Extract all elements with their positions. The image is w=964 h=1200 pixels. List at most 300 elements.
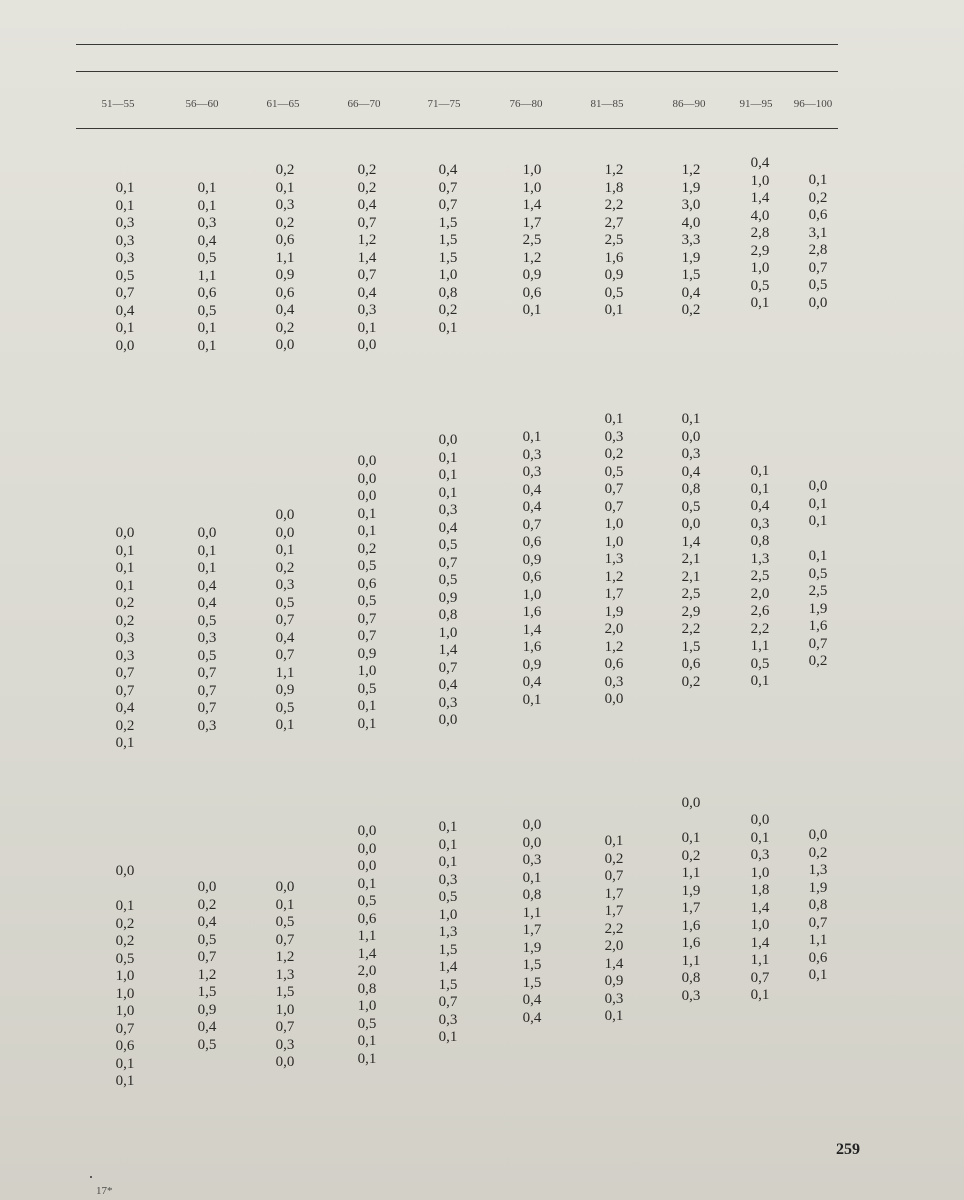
table-cell: 0,1 — [808, 513, 828, 529]
value-column — [197, 879, 227, 1054]
table-cell: 1,0 — [438, 624, 458, 641]
table-cell: 1,5 — [197, 984, 217, 1000]
table-cell: 0,7 — [750, 969, 770, 986]
table-cell: 0,4 — [357, 197, 377, 213]
table-cell: 0,6 — [357, 575, 377, 592]
table-cell: 0,3 — [357, 302, 377, 318]
table-cell: 0,5 — [750, 655, 770, 672]
value-column — [522, 429, 552, 709]
table-cell: 0,3 — [604, 673, 624, 690]
table-cell: 0,5 — [357, 1015, 377, 1032]
table-cell: 0,5 — [604, 284, 624, 301]
table-cell: 0,4 — [115, 302, 135, 319]
table-cell: 0,1 — [275, 896, 295, 913]
table-cell: 0,7 — [115, 285, 135, 301]
table-cell: 2,5 — [604, 232, 624, 248]
table-cell: 0,1 — [115, 197, 135, 214]
table-cell: 1,0 — [438, 906, 458, 923]
table-cell — [671, 813, 711, 831]
signature-mark: 17* — [96, 1185, 113, 1197]
table-cell: 2,5 — [808, 583, 828, 599]
value-column — [750, 463, 780, 691]
table-cell: 0,4 — [197, 1019, 217, 1035]
table-cell: 1,5 — [522, 957, 542, 973]
table-cell: 0,9 — [522, 267, 542, 283]
table-cell: 0,1 — [808, 495, 828, 512]
table-cell: 1,4 — [357, 945, 377, 962]
table-cell: 0,3 — [522, 852, 542, 868]
table-cell: 0,1 — [681, 830, 701, 846]
table-cell: 0,2 — [357, 179, 377, 196]
table-cell: 0,1 — [808, 548, 828, 564]
table-cell: 1,7 — [681, 900, 701, 916]
table-cell: 0,6 — [197, 285, 217, 301]
value-column — [275, 507, 305, 735]
value-column — [808, 478, 838, 671]
table-cell: 0,3 — [115, 215, 135, 231]
table-cell: 0,1 — [750, 463, 770, 479]
value-column — [438, 432, 468, 730]
table-cell: 0,7 — [357, 610, 377, 627]
value-column — [357, 823, 387, 1068]
table-cell: 0,2 — [808, 844, 828, 861]
table-cell: 0,4 — [522, 992, 542, 1008]
table-cell: 0,1 — [438, 319, 458, 336]
table-cell: 0,5 — [197, 250, 217, 266]
table-cell: 0,7 — [438, 994, 458, 1010]
table-cell: 0,7 — [357, 628, 377, 644]
table-cell: 0,6 — [275, 232, 295, 248]
table-cell: 0,4 — [522, 499, 542, 515]
print-dot — [90, 1176, 92, 1178]
table-cell: 0,3 — [275, 577, 295, 593]
table-cell: 0,8 — [681, 970, 701, 986]
table-cell: 1,2 — [275, 949, 295, 965]
table-cell: 0,3 — [197, 630, 217, 646]
table-cell: 0,5 — [275, 699, 295, 716]
table-cell: 0,1 — [522, 869, 542, 886]
table-cell: 0,3 — [438, 694, 458, 711]
table-cell: 0,7 — [604, 481, 624, 497]
table-cell: 0,1 — [357, 505, 377, 522]
table-cell: 1,9 — [681, 249, 701, 266]
table-cell: 1,0 — [604, 516, 624, 532]
table-cell: 2,0 — [750, 585, 770, 602]
table-cell: 0,5 — [357, 593, 377, 609]
table-cell: 0,2 — [115, 595, 135, 611]
table-cell: 1,9 — [808, 600, 828, 617]
table-cell: 0,0 — [197, 879, 217, 895]
header-top-rule — [76, 71, 838, 72]
table-cell: 0,5 — [197, 302, 217, 319]
table-cell: 0,7 — [808, 914, 828, 931]
table-cell: 0,1 — [604, 1008, 624, 1024]
table-cell: 0,0 — [275, 879, 295, 895]
table-cell: 1,8 — [750, 882, 770, 898]
table-cell: 0,1 — [357, 1033, 377, 1049]
table-cell: 0,1 — [750, 673, 770, 689]
table-cell: 1,0 — [604, 533, 624, 550]
table-cell: 0,4 — [522, 481, 542, 498]
table-cell: 0,1 — [438, 467, 458, 483]
table-cell: 2,2 — [750, 620, 770, 637]
table-cell — [105, 881, 145, 899]
table-cell: 1,3 — [750, 550, 770, 567]
table-cell: 0,5 — [808, 565, 828, 582]
table-cell: 0,7 — [115, 682, 135, 699]
table-cell: 1,0 — [357, 998, 377, 1014]
table-cell: 1,5 — [522, 974, 542, 991]
table-cell: 0,7 — [522, 516, 542, 533]
table-cell: 0,1 — [604, 833, 624, 849]
table-cell: 4,0 — [681, 214, 701, 231]
table-cell: 0,2 — [438, 302, 458, 318]
table-cell: 1,3 — [438, 924, 458, 940]
table-cell: 1,6 — [522, 604, 542, 620]
table-cell: 0,0 — [197, 525, 217, 541]
value-column — [808, 172, 838, 312]
table-cell: 0,1 — [197, 180, 217, 196]
table-cell: 0,0 — [681, 795, 701, 811]
table-cell: 0,5 — [357, 893, 377, 909]
table-cell: 0,7 — [438, 179, 458, 196]
table-cell: 0,7 — [438, 659, 458, 676]
table-cell: 0,4 — [357, 284, 377, 301]
table-cell: 0,0 — [681, 428, 701, 445]
table-cell: 0,3 — [681, 446, 701, 462]
table-cell: 1,1 — [681, 865, 701, 881]
value-column — [522, 162, 552, 320]
table-cell: 2,1 — [681, 551, 701, 567]
table-cell: 1,9 — [681, 179, 701, 196]
table-cell: 0,5 — [438, 537, 458, 553]
table-cell: 0,3 — [604, 990, 624, 1007]
table-cell: 1,3 — [275, 966, 295, 983]
table-cell: 0,1 — [681, 411, 701, 427]
table-cell: 2,5 — [681, 586, 701, 602]
table-cell: 1,1 — [522, 904, 542, 921]
table-cell: 0,1 — [357, 698, 377, 714]
table-cell: 0,5 — [750, 277, 770, 294]
table-cell: 0,7 — [438, 197, 458, 213]
table-cell: 0,0 — [115, 337, 135, 354]
table-cell: 0,5 — [357, 558, 377, 574]
table-cell: 1,0 — [275, 1001, 295, 1018]
table-cell: 1,2 — [604, 568, 624, 585]
value-column — [197, 180, 227, 355]
header-bottom-rule — [76, 128, 838, 129]
table-cell: 0,0 — [808, 294, 828, 311]
table-cell: 0,8 — [438, 607, 458, 623]
table-cell: 0,1 — [197, 542, 217, 559]
table-cell: 1,4 — [750, 899, 770, 916]
column-header: 86—90 — [672, 98, 706, 110]
table-cell: 0,4 — [750, 155, 770, 171]
table-cell: 0,3 — [522, 464, 542, 480]
value-column — [604, 411, 634, 709]
table-cell: 0,4 — [197, 577, 217, 594]
table-cell: 0,5 — [115, 267, 135, 284]
table-cell: 0,0 — [750, 812, 770, 828]
table-cell — [798, 531, 838, 549]
table-cell: 0,0 — [357, 337, 377, 353]
table-cell: 1,4 — [750, 190, 770, 206]
table-cell: 0,9 — [522, 551, 542, 568]
table-cell: 1,4 — [438, 959, 458, 975]
table-cell: 1,7 — [604, 586, 624, 602]
table-cell: 0,1 — [750, 480, 770, 497]
table-cell: 0,1 — [604, 302, 624, 318]
table-cell: 0,1 — [522, 429, 542, 445]
table-cell: 0,9 — [604, 267, 624, 283]
table-cell: 0,7 — [275, 931, 295, 948]
column-header: 61—65 — [266, 98, 300, 110]
table-cell: 0,3 — [115, 630, 135, 646]
table-cell: 0,5 — [604, 463, 624, 480]
table-cell: 0,5 — [197, 1036, 217, 1053]
table-cell: 0,5 — [115, 950, 135, 967]
table-cell: 0,1 — [275, 179, 295, 196]
table-cell: 1,0 — [115, 1003, 135, 1019]
table-cell: 0,8 — [522, 887, 542, 903]
table-cell: 0,1 — [115, 560, 135, 576]
table-cell: 0,6 — [275, 284, 295, 301]
table-cell: 2,0 — [357, 963, 377, 979]
table-cell: 0,3 — [604, 428, 624, 445]
table-cell: 1,0 — [522, 179, 542, 196]
table-cell: 0,1 — [115, 735, 135, 751]
table-cell: 0,0 — [115, 863, 135, 879]
table-cell: 0,1 — [115, 1055, 135, 1072]
table-cell: 0,7 — [357, 267, 377, 283]
table-cell: 0,7 — [197, 700, 217, 716]
table-cell: 1,7 — [604, 903, 624, 919]
table-cell: 1,9 — [808, 879, 828, 896]
table-cell: 2,2 — [604, 197, 624, 213]
table-cell: 0,2 — [808, 653, 828, 669]
table-cell: 1,6 — [681, 935, 701, 951]
table-cell: 2,6 — [750, 603, 770, 619]
table-cell: 0,1 — [357, 319, 377, 336]
table-cell: 0,5 — [357, 680, 377, 697]
column-header: 91—95 — [739, 98, 773, 110]
column-header: 71—75 — [427, 98, 461, 110]
table-cell: 0,4 — [275, 629, 295, 646]
table-cell: 0,1 — [275, 542, 295, 558]
table-cell: 0,3 — [197, 215, 217, 231]
table-cell: 0,7 — [275, 647, 295, 663]
table-cell: 1,5 — [438, 976, 458, 993]
table-cell: 2,2 — [604, 920, 624, 937]
table-cell: 0,4 — [438, 519, 458, 536]
table-cell: 0,4 — [275, 302, 295, 318]
table-cell: 0,2 — [115, 612, 135, 629]
table-cell: 0,2 — [681, 673, 701, 690]
table-cell: 0,0 — [357, 858, 377, 874]
table-cell: 0,3 — [197, 717, 217, 734]
table-cell: 1,1 — [275, 249, 295, 266]
table-cell: 0,1 — [750, 295, 770, 311]
table-cell: 1,0 — [357, 663, 377, 679]
table-cell: 0,6 — [522, 284, 542, 301]
table-cell: 0,0 — [115, 525, 135, 541]
table-cell: 0,0 — [357, 840, 377, 857]
table-cell: 0,1 — [357, 1050, 377, 1067]
table-cell: 0,1 — [750, 987, 770, 1003]
value-column — [357, 162, 387, 355]
table-cell: 0,9 — [357, 645, 377, 662]
table-cell: 2,7 — [604, 214, 624, 231]
table-cell: 0,1 — [197, 197, 217, 214]
table-cell: 0,3 — [275, 197, 295, 213]
value-column — [115, 863, 145, 1091]
table-cell: 0,8 — [438, 284, 458, 301]
table-cell: 0,6 — [808, 207, 828, 223]
table-cell: 1,2 — [522, 249, 542, 266]
table-cell: 1,1 — [808, 932, 828, 948]
table-cell: 0,1 — [750, 829, 770, 846]
column-header: 81—85 — [590, 98, 624, 110]
table-cell: 0,4 — [681, 463, 701, 480]
table-cell: 0,1 — [115, 180, 135, 196]
table-cell: 0,7 — [438, 554, 458, 571]
table-cell: 0,3 — [438, 1011, 458, 1028]
table-cell: 0,9 — [275, 267, 295, 283]
table-cell: 0,0 — [681, 516, 701, 532]
table-cell: 0,7 — [115, 1020, 135, 1037]
table-cell: 0,1 — [115, 898, 135, 914]
table-cell: 0,2 — [275, 319, 295, 336]
table-cell: 1,4 — [438, 642, 458, 658]
table-cell: 0,2 — [681, 847, 701, 864]
table-cell: 0,0 — [357, 453, 377, 469]
table-cell: 1,0 — [750, 864, 770, 881]
table-cell: 0,0 — [438, 432, 458, 448]
table-cell: 1,5 — [275, 984, 295, 1000]
table-cell: 0,3 — [115, 232, 135, 249]
table-cell: 0,7 — [275, 1019, 295, 1035]
table-cell: 0,6 — [357, 910, 377, 927]
table-cell: 0,3 — [750, 515, 770, 532]
table-cell: 1,4 — [522, 621, 542, 638]
value-column — [750, 812, 780, 1005]
table-cell: 0,2 — [275, 214, 295, 231]
table-cell: 0,1 — [438, 449, 458, 466]
column-header: 76—80 — [509, 98, 543, 110]
table-cell: 0,2 — [115, 717, 135, 734]
value-column — [115, 180, 145, 355]
table-cell: 1,0 — [115, 985, 135, 1002]
value-column — [604, 833, 634, 1026]
table-cell: 1,3 — [808, 862, 828, 878]
table-cell: 0,5 — [438, 572, 458, 588]
value-column — [681, 411, 711, 691]
table-cell: 0,5 — [275, 594, 295, 611]
table-cell: 0,3 — [681, 987, 701, 1004]
value-column — [808, 827, 838, 985]
table-cell: 0,3 — [115, 250, 135, 266]
table-cell: 0,3 — [750, 847, 770, 863]
table-cell: 1,5 — [438, 941, 458, 958]
table-cell: 1,0 — [750, 917, 770, 933]
table-cell: 1,2 — [357, 232, 377, 248]
table-cell: 0,3 — [522, 446, 542, 463]
table-cell: 0,1 — [275, 717, 295, 733]
value-column — [197, 525, 227, 735]
table-cell: 3,1 — [808, 224, 828, 241]
table-cell: 0,7 — [357, 214, 377, 231]
table-cell: 1,6 — [522, 639, 542, 655]
table-cell: 0,0 — [522, 817, 542, 833]
table-cell: 0,2 — [115, 933, 135, 949]
value-column — [681, 795, 711, 1005]
table-cell: 3,0 — [681, 197, 701, 213]
table-cell: 0,6 — [522, 569, 542, 585]
table-cell: 1,7 — [604, 885, 624, 902]
table-cell: 0,1 — [197, 337, 217, 354]
column-header: 66—70 — [347, 98, 381, 110]
table-cell: 0,1 — [438, 836, 458, 853]
table-cell: 0,9 — [197, 1001, 217, 1018]
column-header: 56—60 — [185, 98, 219, 110]
table-cell: 0,4 — [522, 1009, 542, 1026]
table-cell: 1,2 — [604, 638, 624, 655]
table-cell: 0,6 — [522, 534, 542, 550]
table-cell: 3,3 — [681, 232, 701, 248]
table-cell: 0,6 — [604, 656, 624, 672]
table-cell: 0,5 — [681, 498, 701, 515]
table-cell: 0,4 — [681, 284, 701, 301]
value-column — [681, 162, 711, 320]
table-cell: 0,0 — [275, 507, 295, 523]
table-cell: 0,0 — [604, 691, 624, 707]
table-cell: 0,1 — [808, 172, 828, 188]
table-cell: 1,6 — [604, 249, 624, 266]
value-column — [438, 162, 468, 337]
table-cell: 1,1 — [197, 267, 217, 284]
table-cell: 0,1 — [357, 715, 377, 732]
table-cell: 1,7 — [522, 214, 542, 231]
table-cell: 0,1 — [438, 854, 458, 870]
table-cell: 0,3 — [438, 502, 458, 518]
table-cell: 1,1 — [750, 638, 770, 654]
table-cell: 2,9 — [681, 603, 701, 620]
table-cell: 0,1 — [197, 320, 217, 336]
table-cell: 0,3 — [438, 871, 458, 888]
table-cell: 1,0 — [522, 586, 542, 603]
table-cell: 0,1 — [115, 542, 135, 559]
table-cell: 1,0 — [438, 267, 458, 283]
table-cell: 1,1 — [681, 952, 701, 969]
table-cell: 0,9 — [275, 682, 295, 698]
top-rule — [76, 44, 838, 45]
table-cell: 0,1 — [522, 302, 542, 318]
table-cell: 0,7 — [275, 612, 295, 628]
table-cell: 1,5 — [438, 249, 458, 266]
table-cell: 0,4 — [522, 674, 542, 690]
table-cell: 0,2 — [681, 302, 701, 318]
table-cell: 1,5 — [681, 638, 701, 655]
table-cell: 1,2 — [197, 966, 217, 983]
table-cell: 2,5 — [750, 568, 770, 584]
table-cell: 0,0 — [357, 470, 377, 487]
table-cell: 1,4 — [604, 955, 624, 972]
table-cell: 1,0 — [750, 260, 770, 276]
table-cell: 0,6 — [681, 656, 701, 672]
table-cell: 0,2 — [357, 540, 377, 557]
value-column — [522, 817, 552, 1027]
table-cell: 0,5 — [808, 277, 828, 293]
